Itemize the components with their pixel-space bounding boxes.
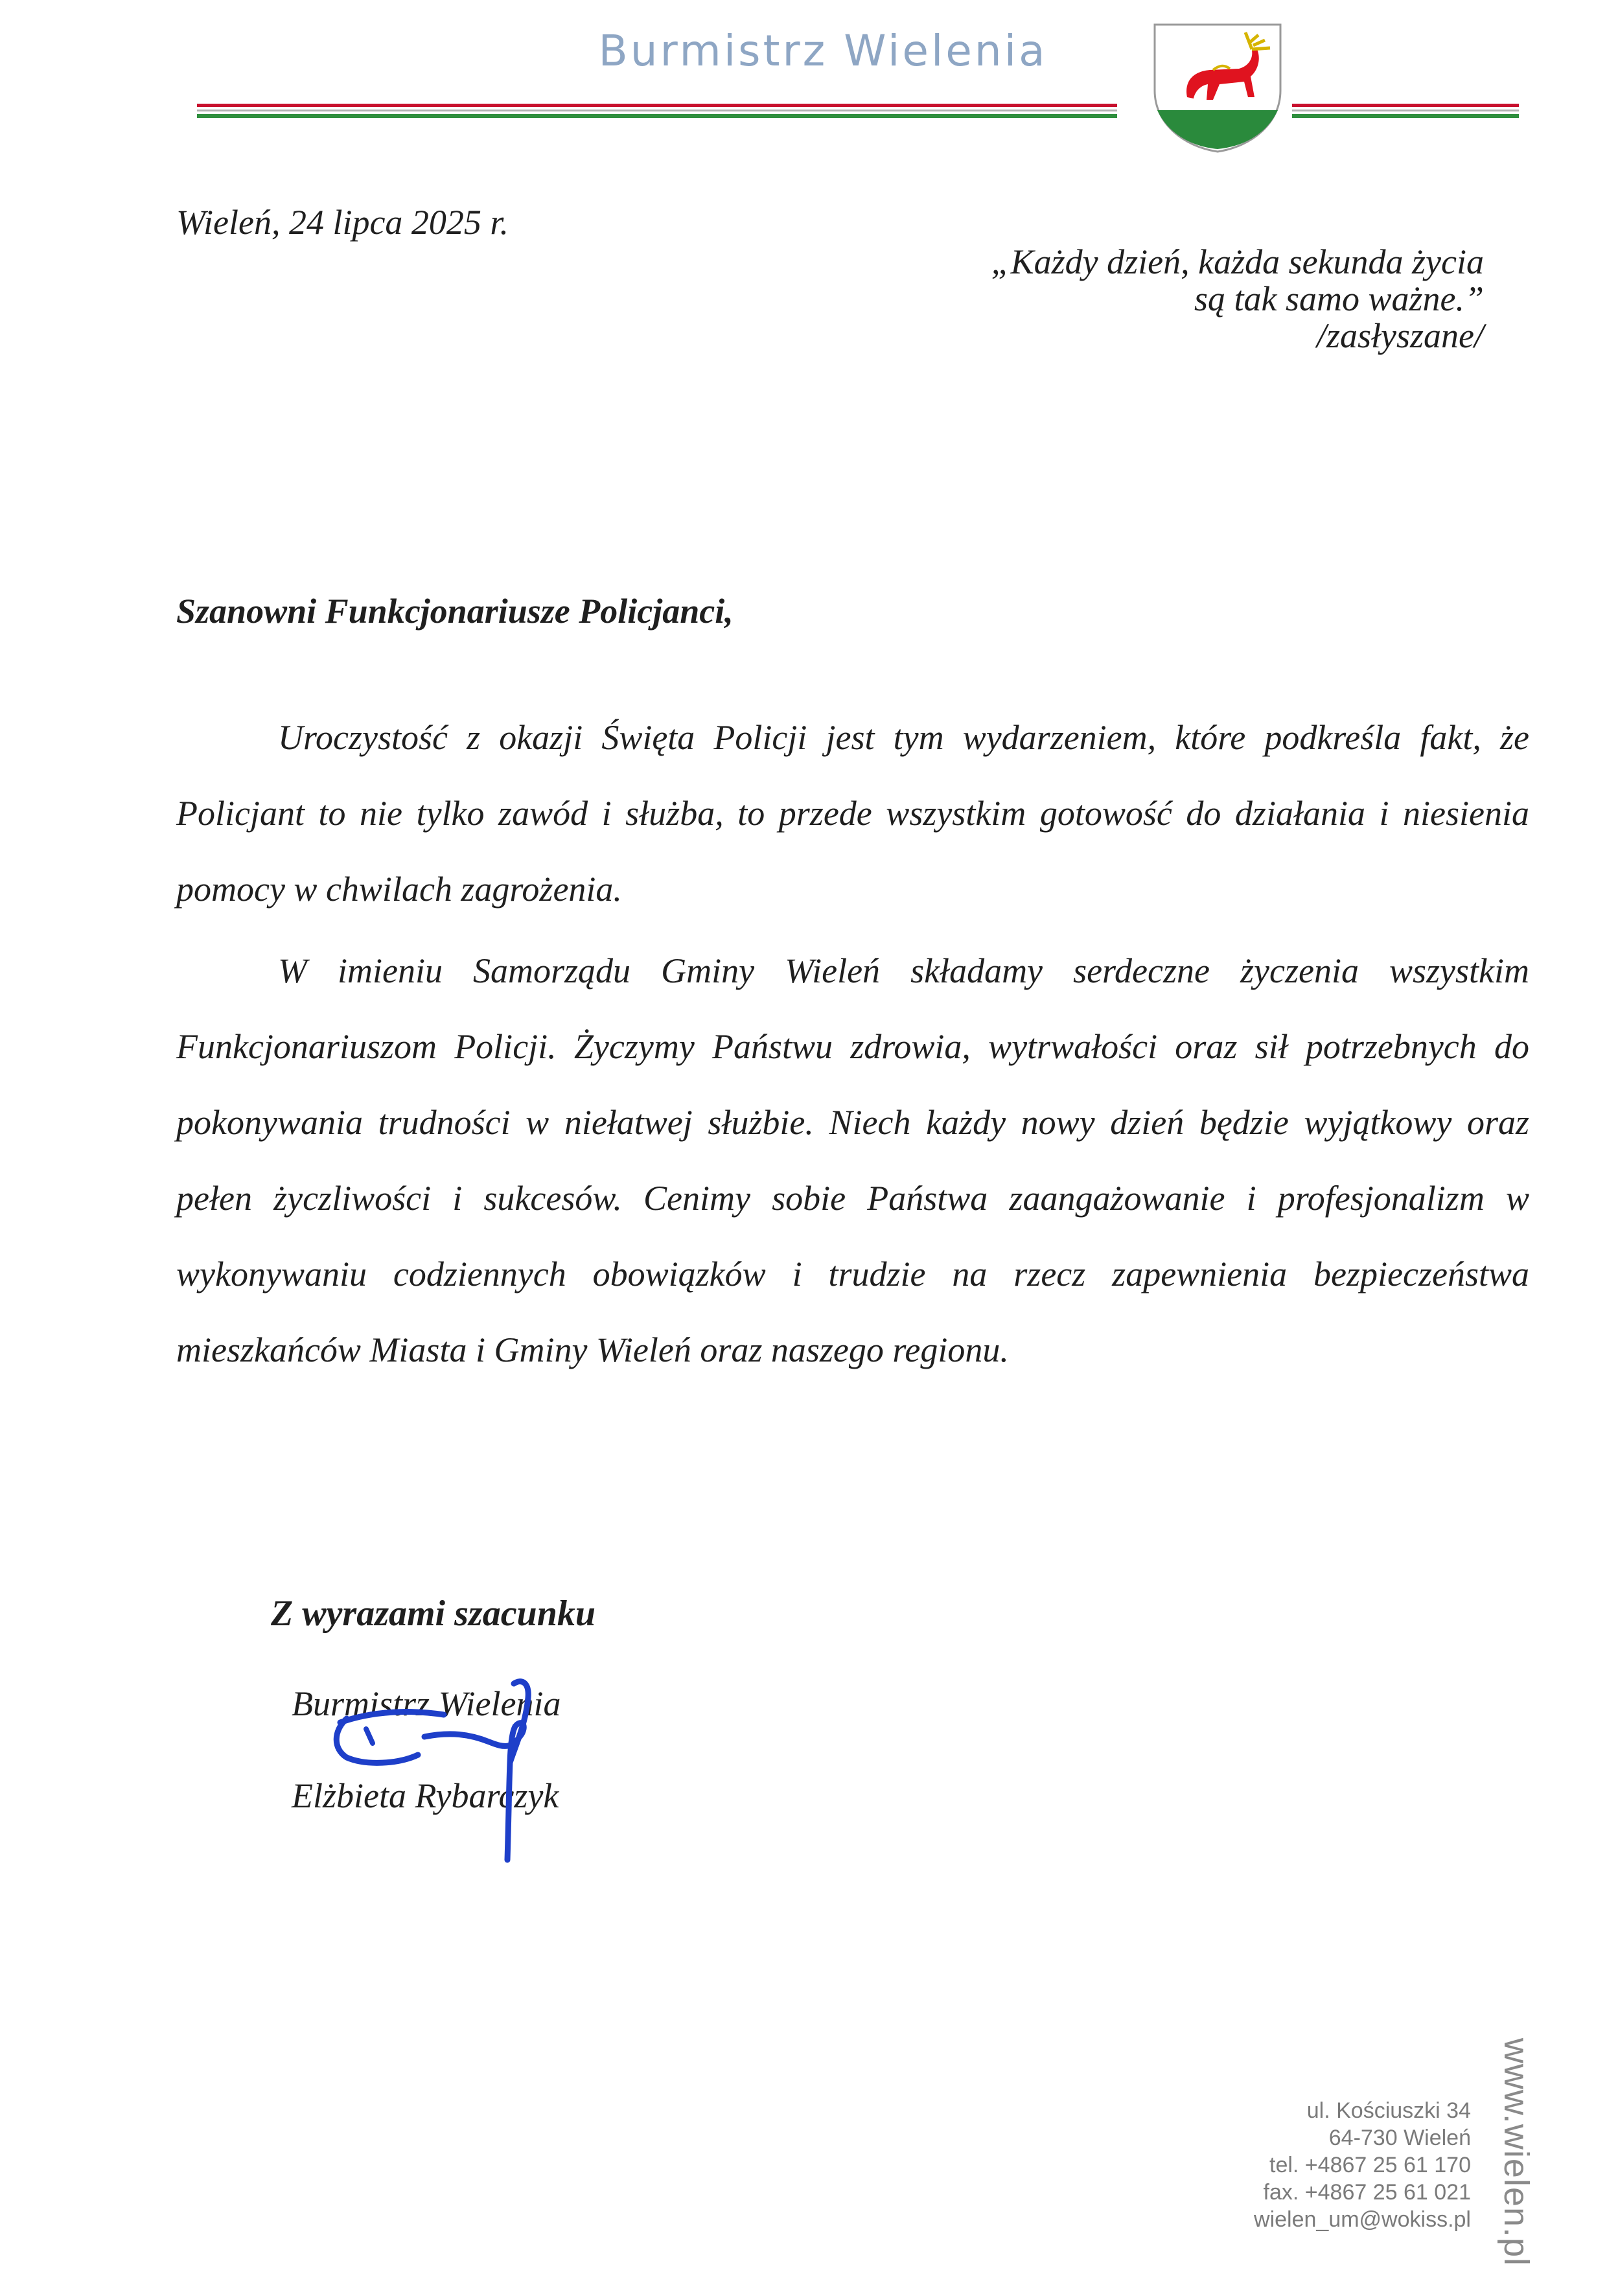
address-city: 64-730 Wieleń — [1328, 2126, 1471, 2150]
motto-source: /zasłyszane/ — [1316, 316, 1484, 355]
body-paragraph: Uroczystość z okazji Święta Policji jest tym wydarzeniem, które podkreśla fakt, że Policjant to nie tylko zawód i służba, to przede wszystkim gotowość do działania i niesienia pomocy w chwilach zagrożenia. — [176, 718, 1529, 909]
letterhead-stripes — [197, 102, 1519, 128]
salutation: Szanowni Funkcjonariusze Policjanci, — [176, 592, 734, 631]
signatory-role: Burmistrz Wielenia — [292, 1684, 561, 1723]
motto-line: są tak samo ważne.” — [1194, 279, 1484, 318]
email-address: wielen_um@wokiss.pl — [1254, 2207, 1471, 2232]
letterhead-title: Burmistrz Wielenia — [598, 26, 1048, 76]
closing-phrase: Z wyrazami szacunku — [271, 1594, 595, 1634]
stripe-left-red — [197, 104, 1117, 107]
stripe-right-gray — [1292, 110, 1519, 111]
letter-date: Wieleń, 24 lipca 2025 r. — [176, 203, 509, 242]
website-link[interactable]: www.wielen.pl — [1497, 2037, 1536, 2267]
coat-of-arms-icon — [1148, 19, 1287, 153]
fax-number: fax. +4867 25 61 021 — [1263, 2180, 1471, 2205]
footer-contact — [1254, 2097, 1471, 2233]
stripe-left-gray — [197, 110, 1117, 111]
stripe-right-red — [1292, 104, 1519, 107]
body-paragraph: W imieniu Samorządu Gminy Wieleń składamy serdeczne życzenia wszystkim Funkcjonariuszom Policji. Życzymy Państwu zdrowia, wytrwałości oraz sił potrzebnych do pokonywania trudności w niełatwej służbie. Niech każdy nowy dzień będzie wyjątkowy oraz pełen życzliwości i sukcesów. Cenimy sobie Państwa zaangażowanie i profesjonalizm w wykonywaniu codziennych obowiązków i trudzie na rzecz zapewnienia bezpieczeństwa mieszkańców Miasta i Gminy Wieleń oraz naszego regionu. — [176, 951, 1529, 1369]
stripe-left-green — [197, 114, 1117, 118]
stripe-right-green — [1292, 114, 1519, 118]
motto-line: „Każdy dzień, każda sekunda życia — [991, 242, 1484, 281]
signatory-name: Elżbieta Rybarczyk — [292, 1776, 559, 1815]
handwritten-signature — [327, 1672, 561, 1866]
motto-quote — [991, 244, 1484, 354]
phone-number: tel. +4867 25 61 170 — [1269, 2153, 1471, 2177]
address-street: ul. Kościuszki 34 — [1306, 2098, 1471, 2123]
